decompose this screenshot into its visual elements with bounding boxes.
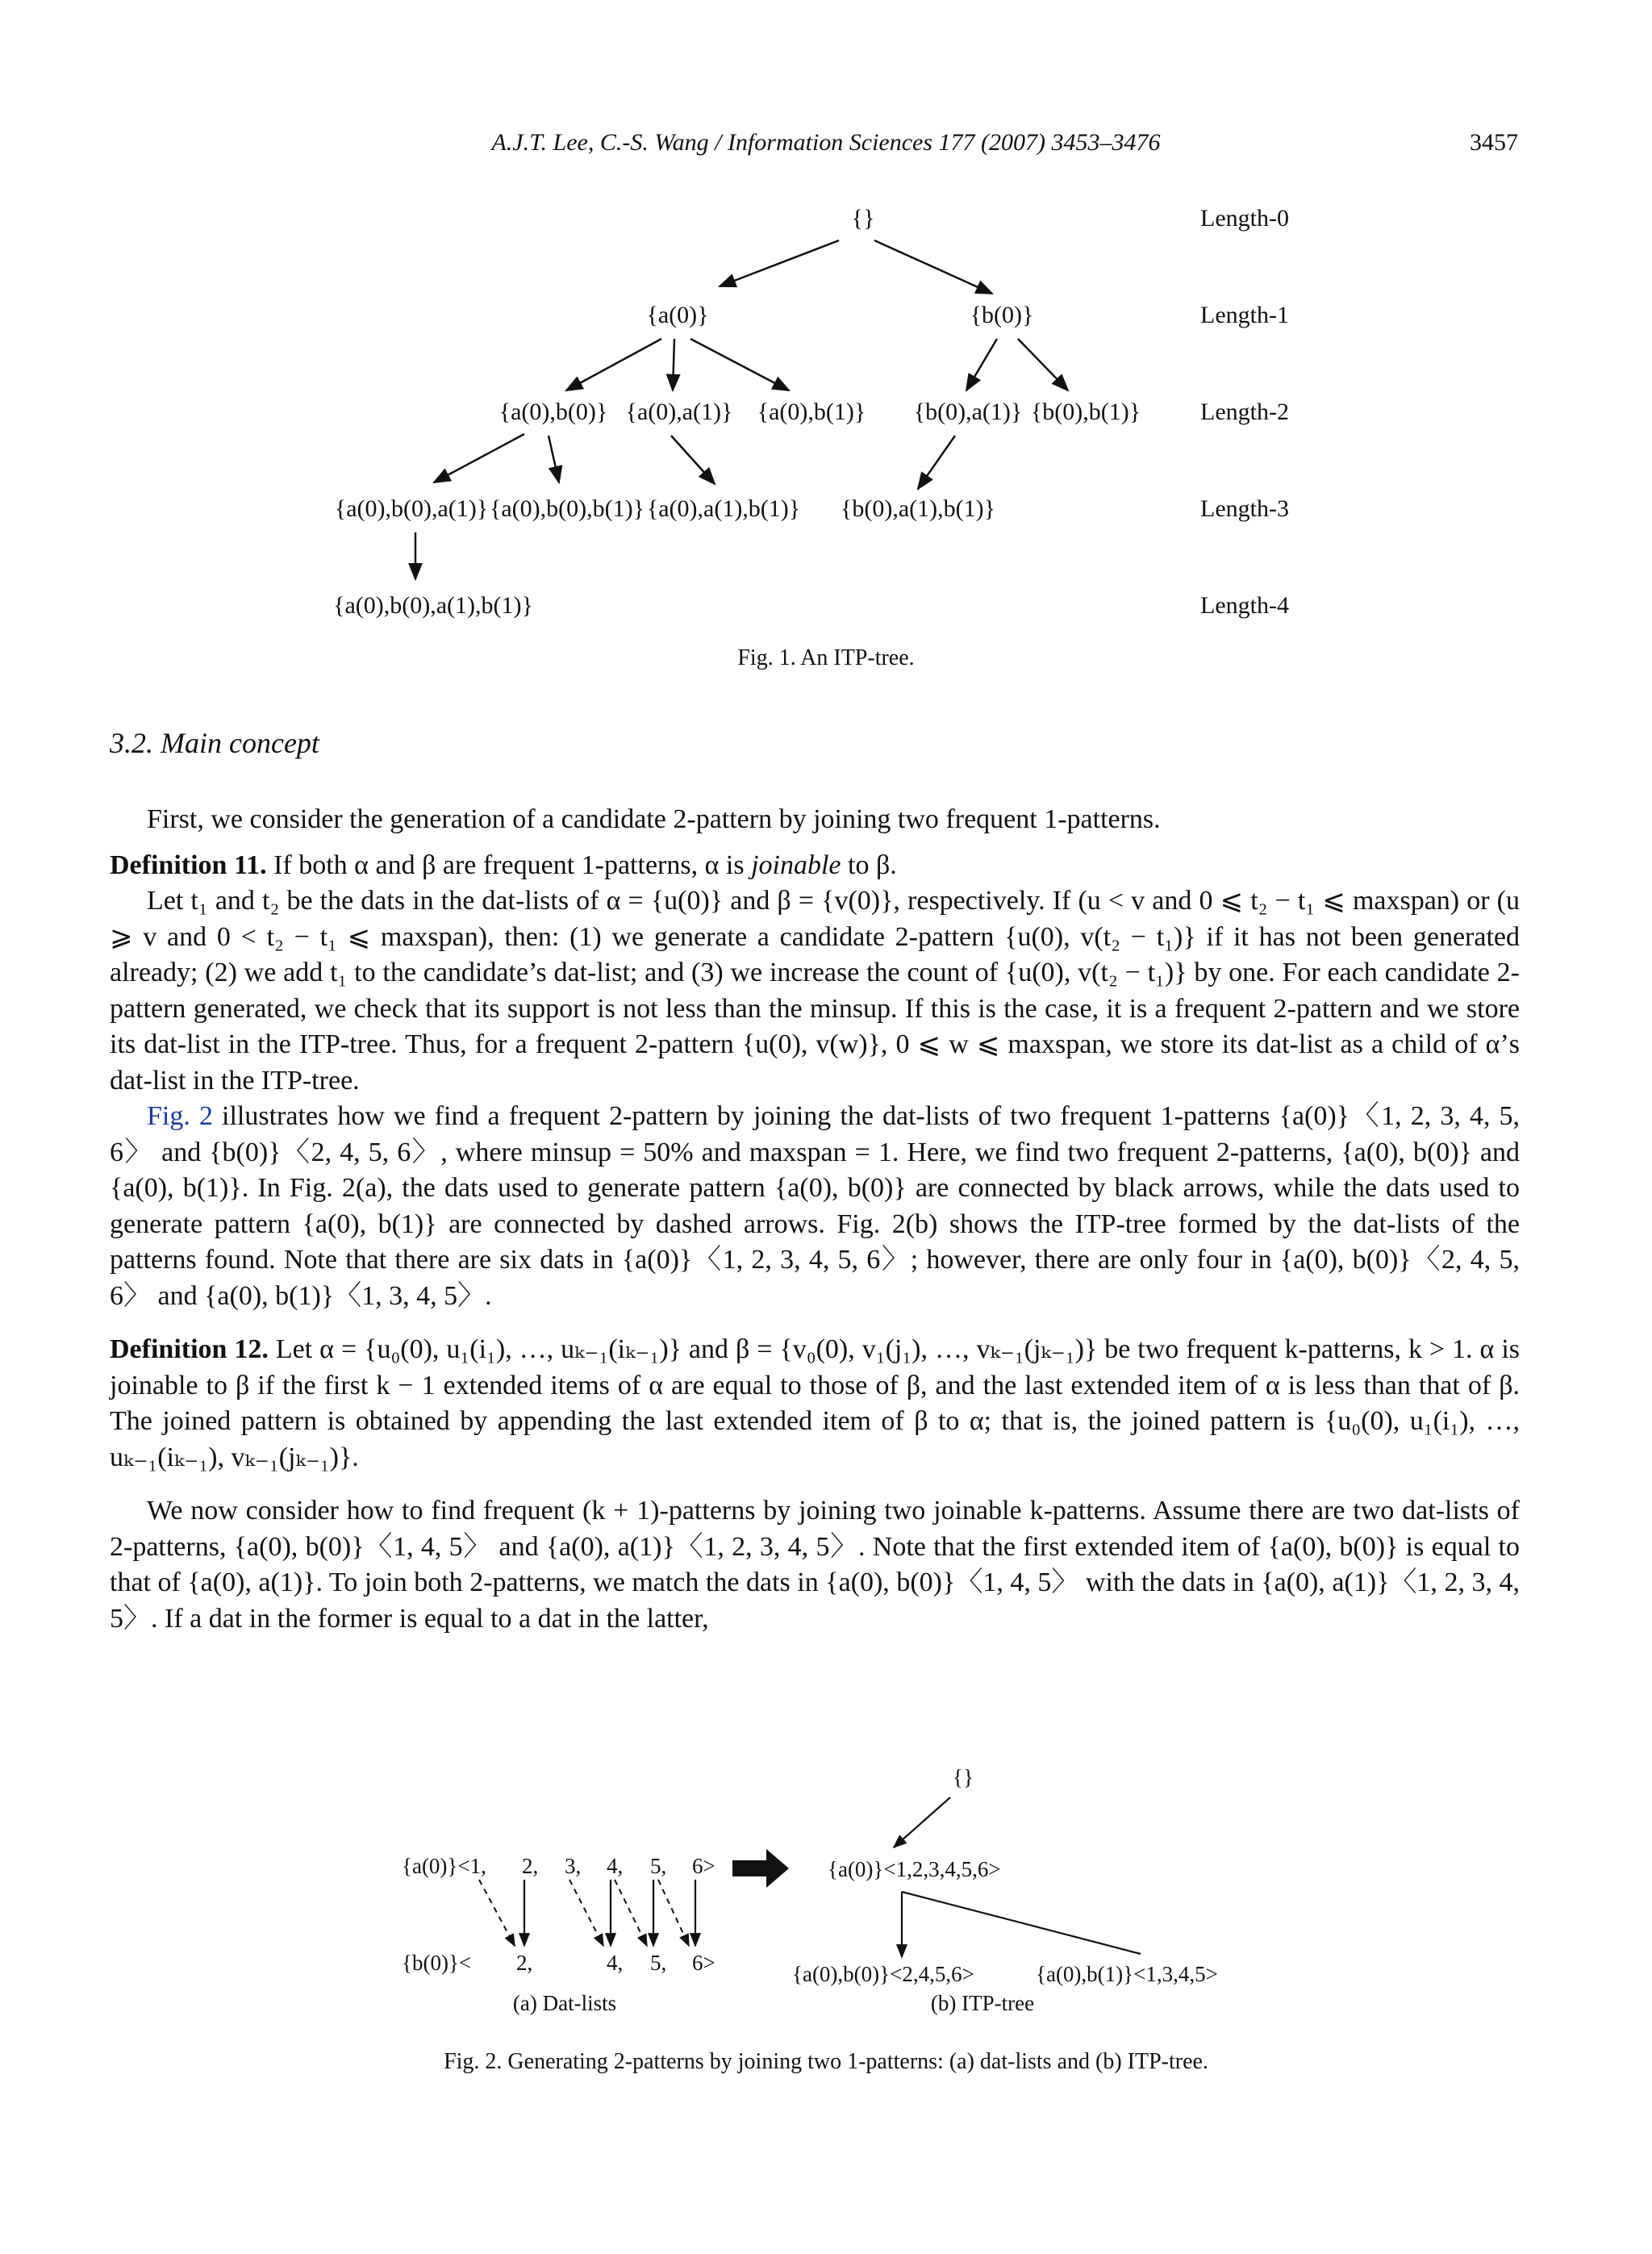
paragraph-intro: First, we consider the generation of a candidate 2-pattern by joining two frequent 1-patterns. (147, 804, 1161, 834)
fig2b-a0b0: {a(0),b(0)}<2,4,5,6> (792, 1962, 974, 1986)
fig2a-b0-dat-2: 2, (516, 1951, 533, 1975)
fig2-diagram (0, 1759, 1652, 2017)
node-a0b0a1: {a(0),b(0),a(1)} (334, 495, 489, 522)
definition-11 (110, 848, 1520, 884)
fig2a-b0-label: {b(0)}< (402, 1951, 472, 1975)
fig2a-b0-dat-4: 4, (607, 1951, 624, 1975)
fig2b-root: {} (953, 1765, 974, 1789)
section-heading: 3.2. Main concept (110, 727, 319, 759)
fig2-transition-arrow-icon (732, 1849, 789, 1888)
page-number: 3457 (1470, 129, 1518, 156)
level-label-3: Length-3 (1200, 495, 1289, 522)
node-a0b0: {a(0),b(0)} (499, 399, 608, 425)
fig2a-a0-dat-6: 6> (692, 1854, 715, 1878)
level-label-4: Length-4 (1200, 592, 1289, 619)
definition-11-joinable: joinable (751, 849, 841, 880)
fig2-link[interactable]: Fig. 2 (147, 1101, 213, 1131)
node-b0a1b1: {b(0),a(1),b(1)} (840, 495, 996, 522)
node-root: {} (851, 205, 875, 232)
fig2a-b0-dat-6: 6> (692, 1951, 715, 1975)
node-a0b0b1: {a(0),b(0),b(1)} (489, 495, 645, 522)
body-text (110, 802, 1520, 1637)
fig2a-solid-arrows (524, 1880, 695, 1946)
paragraph-fig2-text: illustrates how we find a frequent 2-pattern by joining the dat-lists of two frequent 1-patterns {a(0)}〈1, 2, 3, 4, 5, 6〉 and {b(0)}〈2, 4, 5, 6〉, where minsup = 50% and maxspan = 1. Here, we find two frequent 2-patterns, {a(0), b(0)} and {a(0), b(1)}. In Fig. 2(a), the dats used to generate pattern {a(0), b(0)} are connected by black arrows, while the dats used to generate pattern {a(0), b(1)} are connected by dashed arrows. Fig. 2(b) shows the ITP-tree formed by the dat-lists of the patterns found. Note that there are six dats in {a(0)}〈1, 2, 3, 4, 5, 6〉; however, there are only four in {a(0), b(0)}〈2, 4, 5, 6〉 and {a(0), b(1)}〈1, 3, 4, 5〉. (110, 1101, 1521, 1311)
fig2a-a0-dat-4: 4, (607, 1854, 624, 1878)
level-label-1: Length-1 (1200, 302, 1289, 328)
fig2b-a0b1: {a(0),b(1)}<1,3,4,5> (1036, 1962, 1218, 1986)
fig2a-a0-dat-5: 5, (650, 1854, 667, 1878)
definition-11-text-b: to β. (841, 849, 897, 880)
node-a0a1: {a(0),a(1)} (625, 399, 733, 425)
fig2a-label: (a) Dat-lists (512, 1991, 617, 2015)
fig2b-a0: {a(0)}<1,2,3,4,5,6> (828, 1857, 1001, 1881)
running-head: A.J.T. Lee, C.-S. Wang / Information Sciences 177 (2007) 3453–3476 (491, 129, 1161, 156)
paragraph-fig2-explanation (110, 1099, 1520, 1314)
node-a0a1b1: {a(0),a(1),b(1)} (646, 495, 801, 522)
definition-11-text-a: If both α and β are frequent 1-patterns, α is (273, 849, 752, 880)
fig2a-a0-label: {a(0)}<1, (402, 1854, 486, 1878)
definition-12-label: Definition 12. (110, 1334, 269, 1364)
node-b0b1: {b(0),b(1)} (1030, 399, 1141, 425)
fig2b-label: (b) ITP-tree (930, 1991, 1035, 2015)
node-a0b1: {a(0),b(1)} (757, 399, 866, 425)
fig2a-dashed-arrows (479, 1880, 689, 1946)
definition-11-label: Definition 11. (110, 849, 267, 880)
level-label-0: Length-0 (1200, 205, 1289, 232)
level-label-2: Length-2 (1200, 399, 1289, 425)
fig2-caption: Fig. 2. Generating 2-patterns by joining two 1-patterns: (a) dat-lists and (b) ITP-tree. (444, 2049, 1208, 2074)
node-a0: {a(0)} (646, 302, 709, 328)
fig1-itp-tree (0, 0, 1652, 662)
paragraph-k-patterns: We now consider how to find frequent (k + 1)-patterns by joining two joinable k-patterns. Assume there are two dat-lists of 2-patterns, {a(0), b(0)}〈1, 4, 5〉 and {a(0), a(1)}〈1, 2, 3, 4, 5〉. Note that the first extended item of {a(0), b(0)} is equal to that of {a(0), a(1)}. To join both 2-patterns, we match the dats in {a(0), b(0)}〈1, 4, 5〉 with the dats in {a(0), a(1)}〈1, 2, 3, 4, 5〉. If a dat in the former is equal to a dat in the latter, (110, 1496, 1520, 1634)
fig1-caption: Fig. 1. An ITP-tree. (737, 645, 915, 670)
node-b0a1: {b(0),a(1)} (913, 399, 1023, 425)
fig2a-b0-dat-5: 5, (650, 1951, 667, 1975)
paragraph-candidate-generation: Let t₁ and t₂ be the dats in the dat-lists of α = {u(0)} and β = {v(0)}, respectively. If (u < v and 0 ⩽ t₂ − t₁ ⩽ maxspan) or (u ⩾ v and 0 < t₂ − t₁ ⩽ maxspan), then: (1) we generate a candidate 2-pattern {u(0), v(t₂ − t₁)} if it has not been generated already; (2) we add t₁ to the candidate’s dat-list; and (3) we increase the count of {u(0), v(t₂ − t₁)} by one. For each candidate 2-pattern generated, we check that its support is not less than the minsup. If this is the case, it is a frequent 2-pattern and we store its dat-list in the ITP-tree. Thus, for a frequent 2-pattern {u(0), v(w)}, 0 ⩽ w ⩽ maxspan, we store its dat-list as a child of α’s dat-list in the ITP-tree. (110, 886, 1520, 1096)
node-a0b0a1b1: {a(0),b(0),a(1),b(1)} (333, 592, 533, 619)
node-b0: {b(0)} (970, 302, 1034, 328)
definition-12-text: Let α = {u₀(0), u₁(i₁), …, uₖ₋₁(iₖ₋₁)} and β = {v₀(0), v₁(j₁), …, vₖ₋₁(jₖ₋₁)} be two frequent k-patterns, k > 1. α is joinable to β if the first k − 1 extended items of α are equal to those of β, and the last extended item of α is less than that of β. The joined pattern is obtained by appending the last extended item of β to α; that is, the joined pattern is {u₀(0), u₁(i₁), …, uₖ₋₁(iₖ₋₁), vₖ₋₁(jₖ₋₁)}. (110, 1334, 1520, 1472)
fig2a-a0-dat-2: 2, (522, 1854, 539, 1878)
definition-12 (110, 1332, 1520, 1476)
fig2a-a0-dat-3: 3, (565, 1854, 582, 1878)
